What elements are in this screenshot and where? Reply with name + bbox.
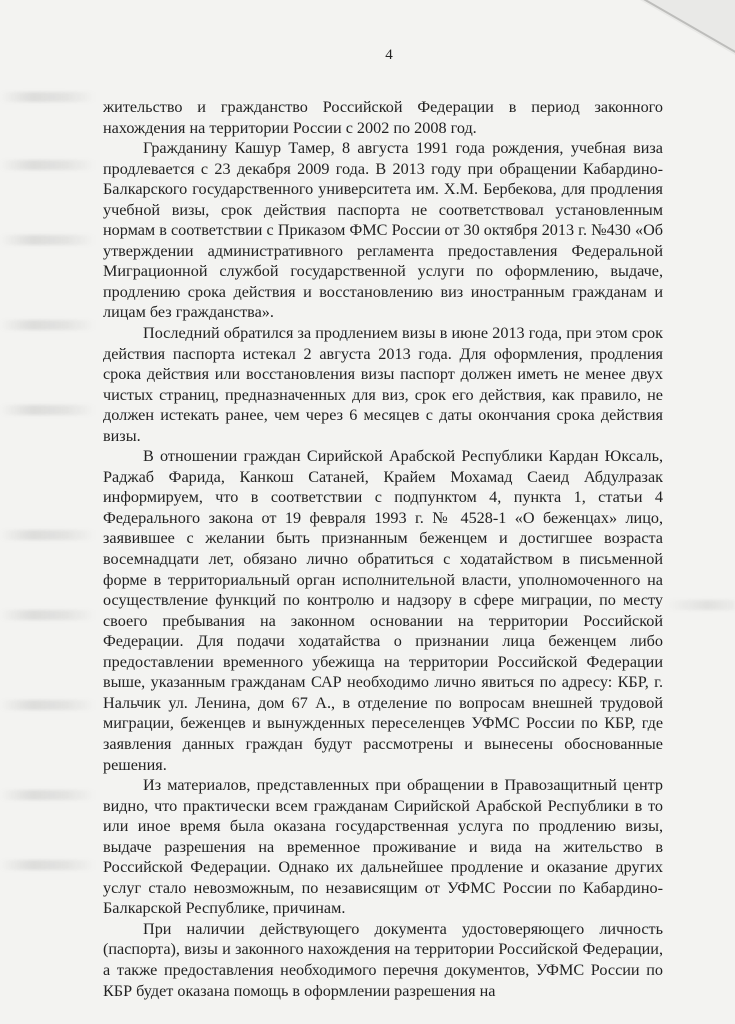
- paragraph-1: жительство и гражданство Российской Федерации в период законного нахождения на территории России с 2002 по 2008 год.: [103, 98, 663, 137]
- bleed-through-mark: [0, 405, 95, 415]
- document-body: [103, 46, 663, 1001]
- paragraph-2: Гражданину Кашур Тамер, 8 августа 1991 года рождения, учебная виза продлевается с 23 декабря 2009 года. В 2013 году при обращении Кабардино-Балкарского государственного университета им. Х.М. Бербекова, для продления учебной визы, срок действия паспорта не соответствовал установленным нормам в соответствии с Приказом ФМС России от 30 октября 2013 г. №430 «Об утверждении административного регламента предоставления Федеральной Миграционной службой государственной услуги по оформлению, выдаче, продлению срока действия и восстановлению виз иностранным гражданам и лицам без гражданства».: [103, 139, 663, 322]
- page-number: 4: [385, 47, 393, 63]
- paragraph-4: В отношении граждан Сирийской Арабской Республики Кардан Юксаль, Раджаб Фарида, Канкош Сатаней, Крайем Мохамад Саеид Абдулразак информируем, что в соответствии с подпунктом 4, пункта 1, статьи 4 Федерального закона от 19 февраля 1993 г. № 4528-1 «О беженцах» лицо, заявившее с желании быть признанным беженцем и достигшее возраста восемнадцати лет, обязано лично обратиться с ходатайством в письменной форме в территориальный орган исполнительной власти, уполномоченного на осуществление функций по контролю и надзору в сфере миграции, по месту своего пребывания на законном основании на территории Российской Федерации. Для подачи ходатайства о признании лица беженцем либо предоставлении временного убежища на территории Российской Федерации выше, указанным гражданам САР необходимо лично явиться по адресу: КБР, г. Нальчик ул. Ленина, дом 67 А., в отделение по вопросам внешней трудовой миграции, беженцев и вынужденных переселенцев УФМС России по КБР, где заявления данных граждан будут рассмотрены и вынесены обоснованные решения.: [103, 447, 663, 774]
- bleed-through-mark: [665, 600, 735, 610]
- bleed-through-mark: [0, 160, 95, 170]
- bleed-through-mark: [0, 320, 95, 330]
- bleed-through-mark: [0, 235, 95, 245]
- paragraph-5: Из материалов, представленных при обращении в Правозащитный центр видно, что практически всем гражданам Сирийской Арабской Республики в то или иное время была оказана государственная услуга по продлению визы, выдаче разрешения на временное проживание и вида на жительство в Российской Федерации. Однако их дальнейшее продление и оказание других услуг стало невозможным, по независящим от УФМС России по Кабардино-Балкарской Республике, причинам.: [103, 776, 663, 918]
- bleed-through-mark: [0, 92, 95, 102]
- paragraph-6: При наличии действующего документа удостоверяющего личность (паспорта), визы и законного нахождения на территории Российской Федерации, а также предоставления необходимого перечня документов, УФМС России по КБР будет оказана помощь в оформлении разрешения на: [103, 919, 663, 1000]
- bleed-through-mark: [0, 860, 95, 870]
- bleed-through-mark: [0, 790, 95, 800]
- bleed-through-mark: [0, 530, 95, 540]
- paragraph-3: Последний обратился за продлением визы в июне 2013 года, при этом срок действия паспорта истекал 2 августа 2013 года. Для оформления, продления срока действия или восстановления визы паспорт должен иметь не менее двух чистых страниц, предназначенных для виз, срок его действия, как правило, не должен истекать ранее, чем через 6 месяцев с даты окончания срока действия визы.: [103, 324, 663, 445]
- bleed-through-mark: [0, 610, 95, 620]
- bleed-through-mark: [0, 700, 95, 710]
